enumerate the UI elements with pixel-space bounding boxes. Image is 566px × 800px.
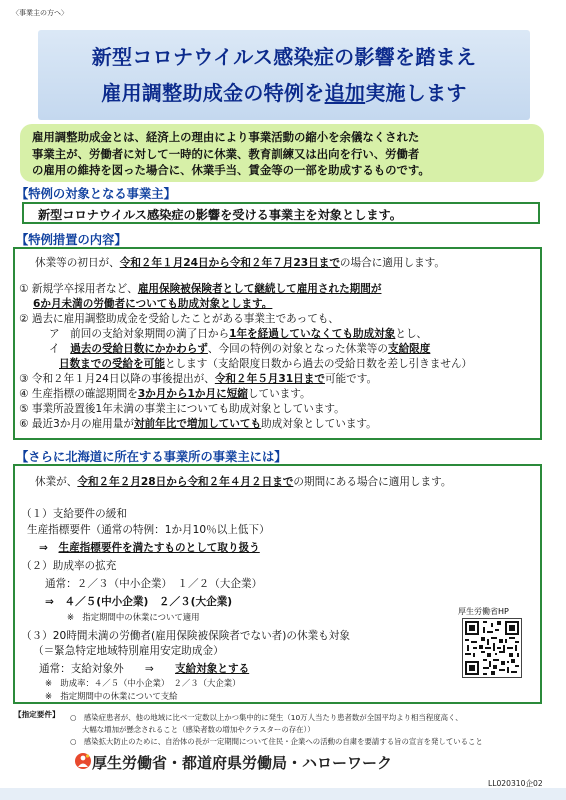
item-emphasis: 1年を経過していなくても助成対象 <box>229 328 396 340</box>
mhlw-logo-icon <box>74 752 92 770</box>
subsection-2-normal: 通常：２／３（中小企業） １／２（大企業） <box>45 578 263 590</box>
item-emphasis: 生産指標要件を満たすものとして取り扱う <box>58 542 260 554</box>
item-emphasis: 過去の受給日数にかかわらず <box>70 343 208 355</box>
section2-lead <box>35 255 445 270</box>
section1-header: 【特例の対象となる事業主】 <box>16 187 176 201</box>
section1-text: 新型コロナウイルス感染症の影響を受ける事業主を対象とします。 <box>38 208 402 222</box>
section3-header: 【さらに北海道に所在する事業所の事業主には】 <box>16 450 287 464</box>
subsection-2-result: ⇒ ４／５(中小企業) ２／３(大企業) <box>45 596 233 608</box>
item-text: 、今回の特例の対象となった休業等の <box>207 343 388 355</box>
item-text: とし、 <box>395 328 428 340</box>
item-text: 可能です。 <box>324 373 378 385</box>
lead-text: の場合に適用します。 <box>339 257 446 269</box>
title-line-2-emphasis: 追加 <box>324 81 366 105</box>
item-2b <box>49 341 430 356</box>
item-3 <box>19 371 377 386</box>
item-text: ア 前回の支給対象期間の満了日から <box>49 328 230 340</box>
item-emphasis: 支給対象とする <box>175 663 250 675</box>
intro-line: 事業主が、労働者に対して一時的に休業、教育訓練又は出向を行い、労働者 <box>32 146 420 161</box>
section1-box <box>22 202 540 224</box>
subsection-2-note: ※ 指定期間中の休業について適用 <box>67 612 200 622</box>
audience-label: 〈事業主の方へ〉 <box>12 9 68 17</box>
section2-box <box>13 247 542 440</box>
document-code: LL020310企02 <box>488 779 543 788</box>
subsection-3-title: （３）20時間未満の労働者(雇用保険被保険者でない者)の休業も対象 <box>21 630 350 642</box>
title-line-2 <box>38 77 530 106</box>
subsection-2-title: （２）助成率の拡充 <box>21 560 117 572</box>
item-text: しています。 <box>247 388 311 400</box>
item-text: イ <box>49 343 71 355</box>
item-text: とします（支給限度日数から過去の受給日数を差し引きません） <box>164 358 473 370</box>
intro-box <box>20 124 544 182</box>
item-emphasis: 日数までの受給を可能 <box>59 358 165 370</box>
item-text: ⑥ 最近3か月の雇用量が <box>19 418 134 430</box>
subsection-1-result <box>39 540 260 555</box>
requirement-1: ○ 感染症患者が、他の地域に比べ一定数以上かつ集中的に発生（10万人当たり患者数が全国平均より相当程度高く、 <box>70 713 463 722</box>
item-2b-cont <box>59 356 472 371</box>
subsection-1-text: 生産指標要件（通常の特例：1か月10％以上低下） <box>27 524 270 536</box>
item-emphasis: 3か月から1か月に短縮 <box>137 388 248 400</box>
section2-header: 【特例措置の内容】 <box>16 233 127 247</box>
item-text: ④ 生産指標の確認期間を <box>19 388 138 400</box>
item-text: ③ 令和２年１月24日以降の事後提出が、 <box>19 373 215 385</box>
section3-lead <box>35 474 451 489</box>
lead-text: 休業が、 <box>35 476 78 488</box>
qr-label: 厚生労働省HP <box>458 607 509 616</box>
title-banner <box>38 30 530 120</box>
item-6 <box>19 416 377 431</box>
item-text: 通常：支給対象外 ⇒ <box>39 663 176 675</box>
arrow-text: ⇒ <box>39 542 59 554</box>
item-emphasis: 支給限度 <box>388 343 431 355</box>
qr-code-icon[interactable] <box>462 618 522 678</box>
item-5: ⑤ 事業所設置後1年未満の事業主についても助成対象としています。 <box>19 403 345 415</box>
intro-line: の雇用の維持を図った場合に、休業手当、賃金等の一部を助成するものです。 <box>32 163 430 177</box>
item-emphasis: 雇用保険被保険者として継続して雇用された期間が <box>137 283 382 295</box>
lead-text: 休業等の初日が、 <box>35 257 120 269</box>
item-2: ② 過去に雇用調整助成金を受給したことがある事業主であっても、 <box>19 313 339 325</box>
requirement-1-cont: 大幅な増加が懸念されること（感染者数の増加やクラスターの存在）） <box>82 725 315 734</box>
title-line-1: 新型コロナウイルス感染症の影響を踏まえ <box>91 45 477 69</box>
bottom-bar <box>0 788 566 800</box>
item-2a <box>49 326 427 341</box>
lead-period: 令和２年２月28日から令和２年４月２日まで <box>77 476 294 488</box>
intro-line: 雇用調整助成金とは、経済上の理由により事業活動の縮小を余儀なくされた <box>32 130 420 144</box>
subsection-3-note-2: ※ 指定期間中の休業について支給 <box>45 691 178 701</box>
requirements-label: 【指定要件】 <box>14 710 60 719</box>
lead-text: の期間にある場合に適用します。 <box>293 476 452 488</box>
item-1 <box>19 281 381 296</box>
item-emphasis: 対前年比で増加していても <box>133 418 262 430</box>
title-line-2-a: 雇用調整助成金の特例を <box>101 81 325 105</box>
subsection-3-sub: （＝緊急特定地域特別雇用安定助成金） <box>33 645 224 657</box>
subsection-3-note-1: ※ 助成率：４／５（中小企業） ２／３（大企業） <box>45 678 241 688</box>
title-line-2-c: 実施します <box>365 81 467 105</box>
requirement-2: ○ 感染拡大防止のために、自治体の長が一定期間について住民・企業への活動の自粛を要請する旨の宣言を発していること <box>70 737 483 746</box>
item-emphasis: 令和２年５月31日まで <box>214 373 325 385</box>
item-text: 助成対象としています。 <box>261 418 377 430</box>
item-1-cont: 6か月未満の労働者についても助成対象とします。 <box>33 298 273 310</box>
lead-period: 令和２年１月24日から令和２年７月23日まで <box>119 257 340 269</box>
item-text: ① 新規学卒採用者など、 <box>19 283 138 295</box>
footer-organization: 厚生労働省・都道府県労働局・ハローワーク <box>92 754 393 772</box>
subsection-3-result <box>39 661 249 676</box>
subsection-1-title: （１）支給要件の緩和 <box>21 508 127 520</box>
item-4 <box>19 386 311 401</box>
